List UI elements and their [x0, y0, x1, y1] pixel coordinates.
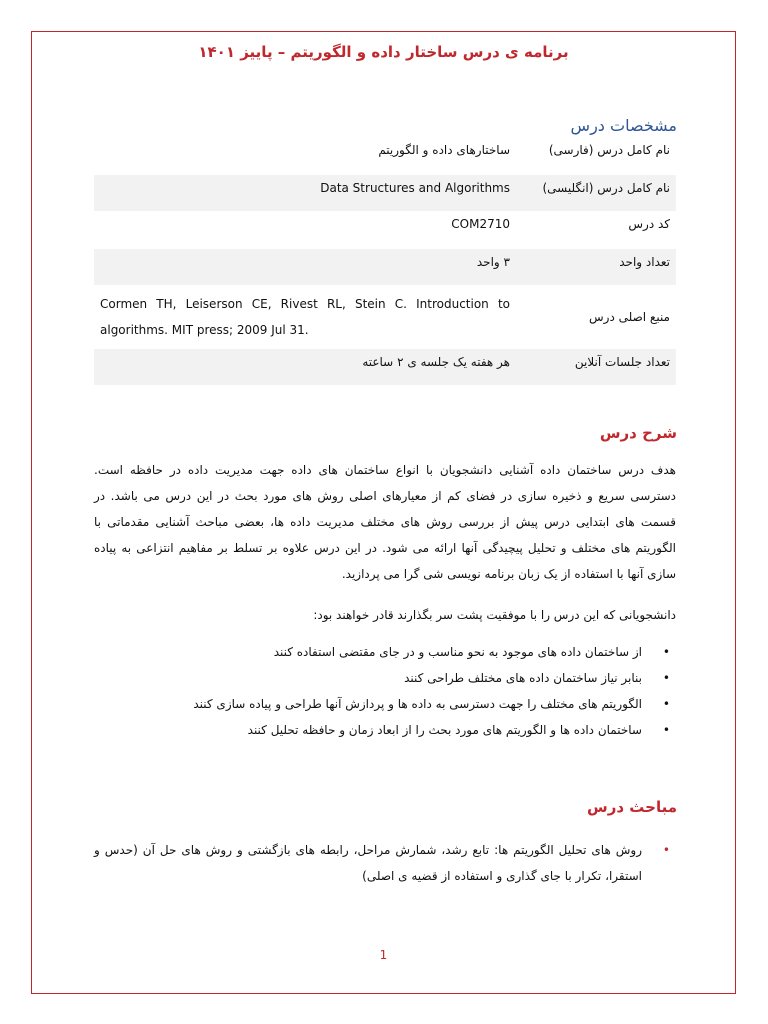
page-number: 1 — [379, 948, 388, 962]
spec-value: Data Structures and Algorithms — [94, 175, 516, 211]
bullet-icon: • — [662, 723, 670, 737]
list-item — [94, 639, 676, 665]
list-item — [94, 691, 676, 717]
description-heading: شرح درس — [599, 424, 677, 442]
topics-list — [94, 837, 676, 889]
list-item-text: بنابر نیاز ساختمان داده های مختلف طراحی کنند — [404, 671, 642, 685]
outcomes-intro: دانشجویانی که این درس را با موفقیت پشت سر بگذارند قادر خواهند بود: — [313, 608, 676, 622]
spec-value: ساختارهای داده و الگوریتم — [378, 143, 510, 157]
spec-value: هر هفته یک جلسه ی ۲ ساعته — [94, 349, 516, 385]
spec-label: کد درس — [628, 217, 670, 231]
spec-row — [94, 211, 676, 249]
list-item — [94, 665, 676, 691]
bullet-icon: • — [662, 843, 670, 857]
list-item — [94, 837, 676, 889]
topics-heading: مباحث درس — [587, 798, 677, 816]
spec-value: ۳ واحد — [94, 249, 516, 285]
outcomes-list — [94, 639, 676, 743]
spec-row — [94, 137, 676, 175]
spec-label: تعداد واحد — [516, 249, 676, 285]
list-item-text: از ساختمان داده های موجود به نحو مناسب و در جای مقتضی استفاده کنند — [273, 645, 642, 659]
document-title: برنامه ی درس ساختار داده و الگوریتم – پاییز ۱۴۰۱ — [198, 43, 569, 61]
description-paragraph: هدف درس ساختمان داده آشنایی دانشجویان با انواع ساختمان های داده جهت مدیریت داده در حافظه است. دسترسی سریع و ذخیره سازی در فضای کم از معیارهای اصلی روش های مورد بحث در این درس می باشد. در قسمت های ابتدایی درس پیش از بررسی روش های مختلف مدیریت داده ها، بعضی مباحث آشنایی مقدماتی با الگوریتم های مختلف و تحلیل پیچیدگی آنها ارائه می شود. در این درس علاوه بر تسلط بر مفاهیم انتزاعی به پیاده سازی آنها با استفاده از یک زبان برنامه نویسی شی گرا می پردازید. — [94, 463, 676, 581]
spec-row — [94, 285, 676, 349]
spec-label: تعداد جلسات آنلاین — [516, 349, 676, 385]
list-item — [94, 717, 676, 743]
spec-row — [94, 349, 676, 385]
bullet-icon: • — [662, 697, 670, 711]
spec-row — [94, 249, 676, 285]
specs-table — [94, 137, 676, 385]
specs-heading: مشخصات درس — [570, 116, 677, 135]
bullet-icon: • — [662, 671, 670, 685]
spec-label: منبع اصلی درس — [589, 310, 670, 324]
spec-value: COM2710 — [451, 217, 510, 231]
bullet-icon: • — [662, 645, 670, 659]
list-item-text: ساختمان داده ها و الگوریتم های مورد بحث را از ابعاد زمان و حافظه تحلیل کنند — [247, 723, 642, 737]
spec-row — [94, 175, 676, 211]
list-item-text: روش های تحلیل الگوریتم ها: تابع رشد، شمارش مراحل، رابطه های بازگشتی و روش های حل آن (حدس و استقرا، تکرار با جای گذاری و استفاده از قضیه ی اصلی) — [94, 843, 642, 883]
spec-label: نام کامل درس (انگلیسی) — [516, 175, 676, 211]
list-item-text: الگوریتم های مختلف را جهت دسترسی به داده ها و پردازش آنها طراحی و پیاده سازی کنند — [193, 697, 642, 711]
spec-label: نام کامل درس (فارسی) — [548, 143, 670, 157]
spec-value: Cormen TH, Leiserson CE, Rivest RL, Stein C. Introduction to algorithms. MIT press; 2009 Jul 31. — [100, 297, 510, 337]
